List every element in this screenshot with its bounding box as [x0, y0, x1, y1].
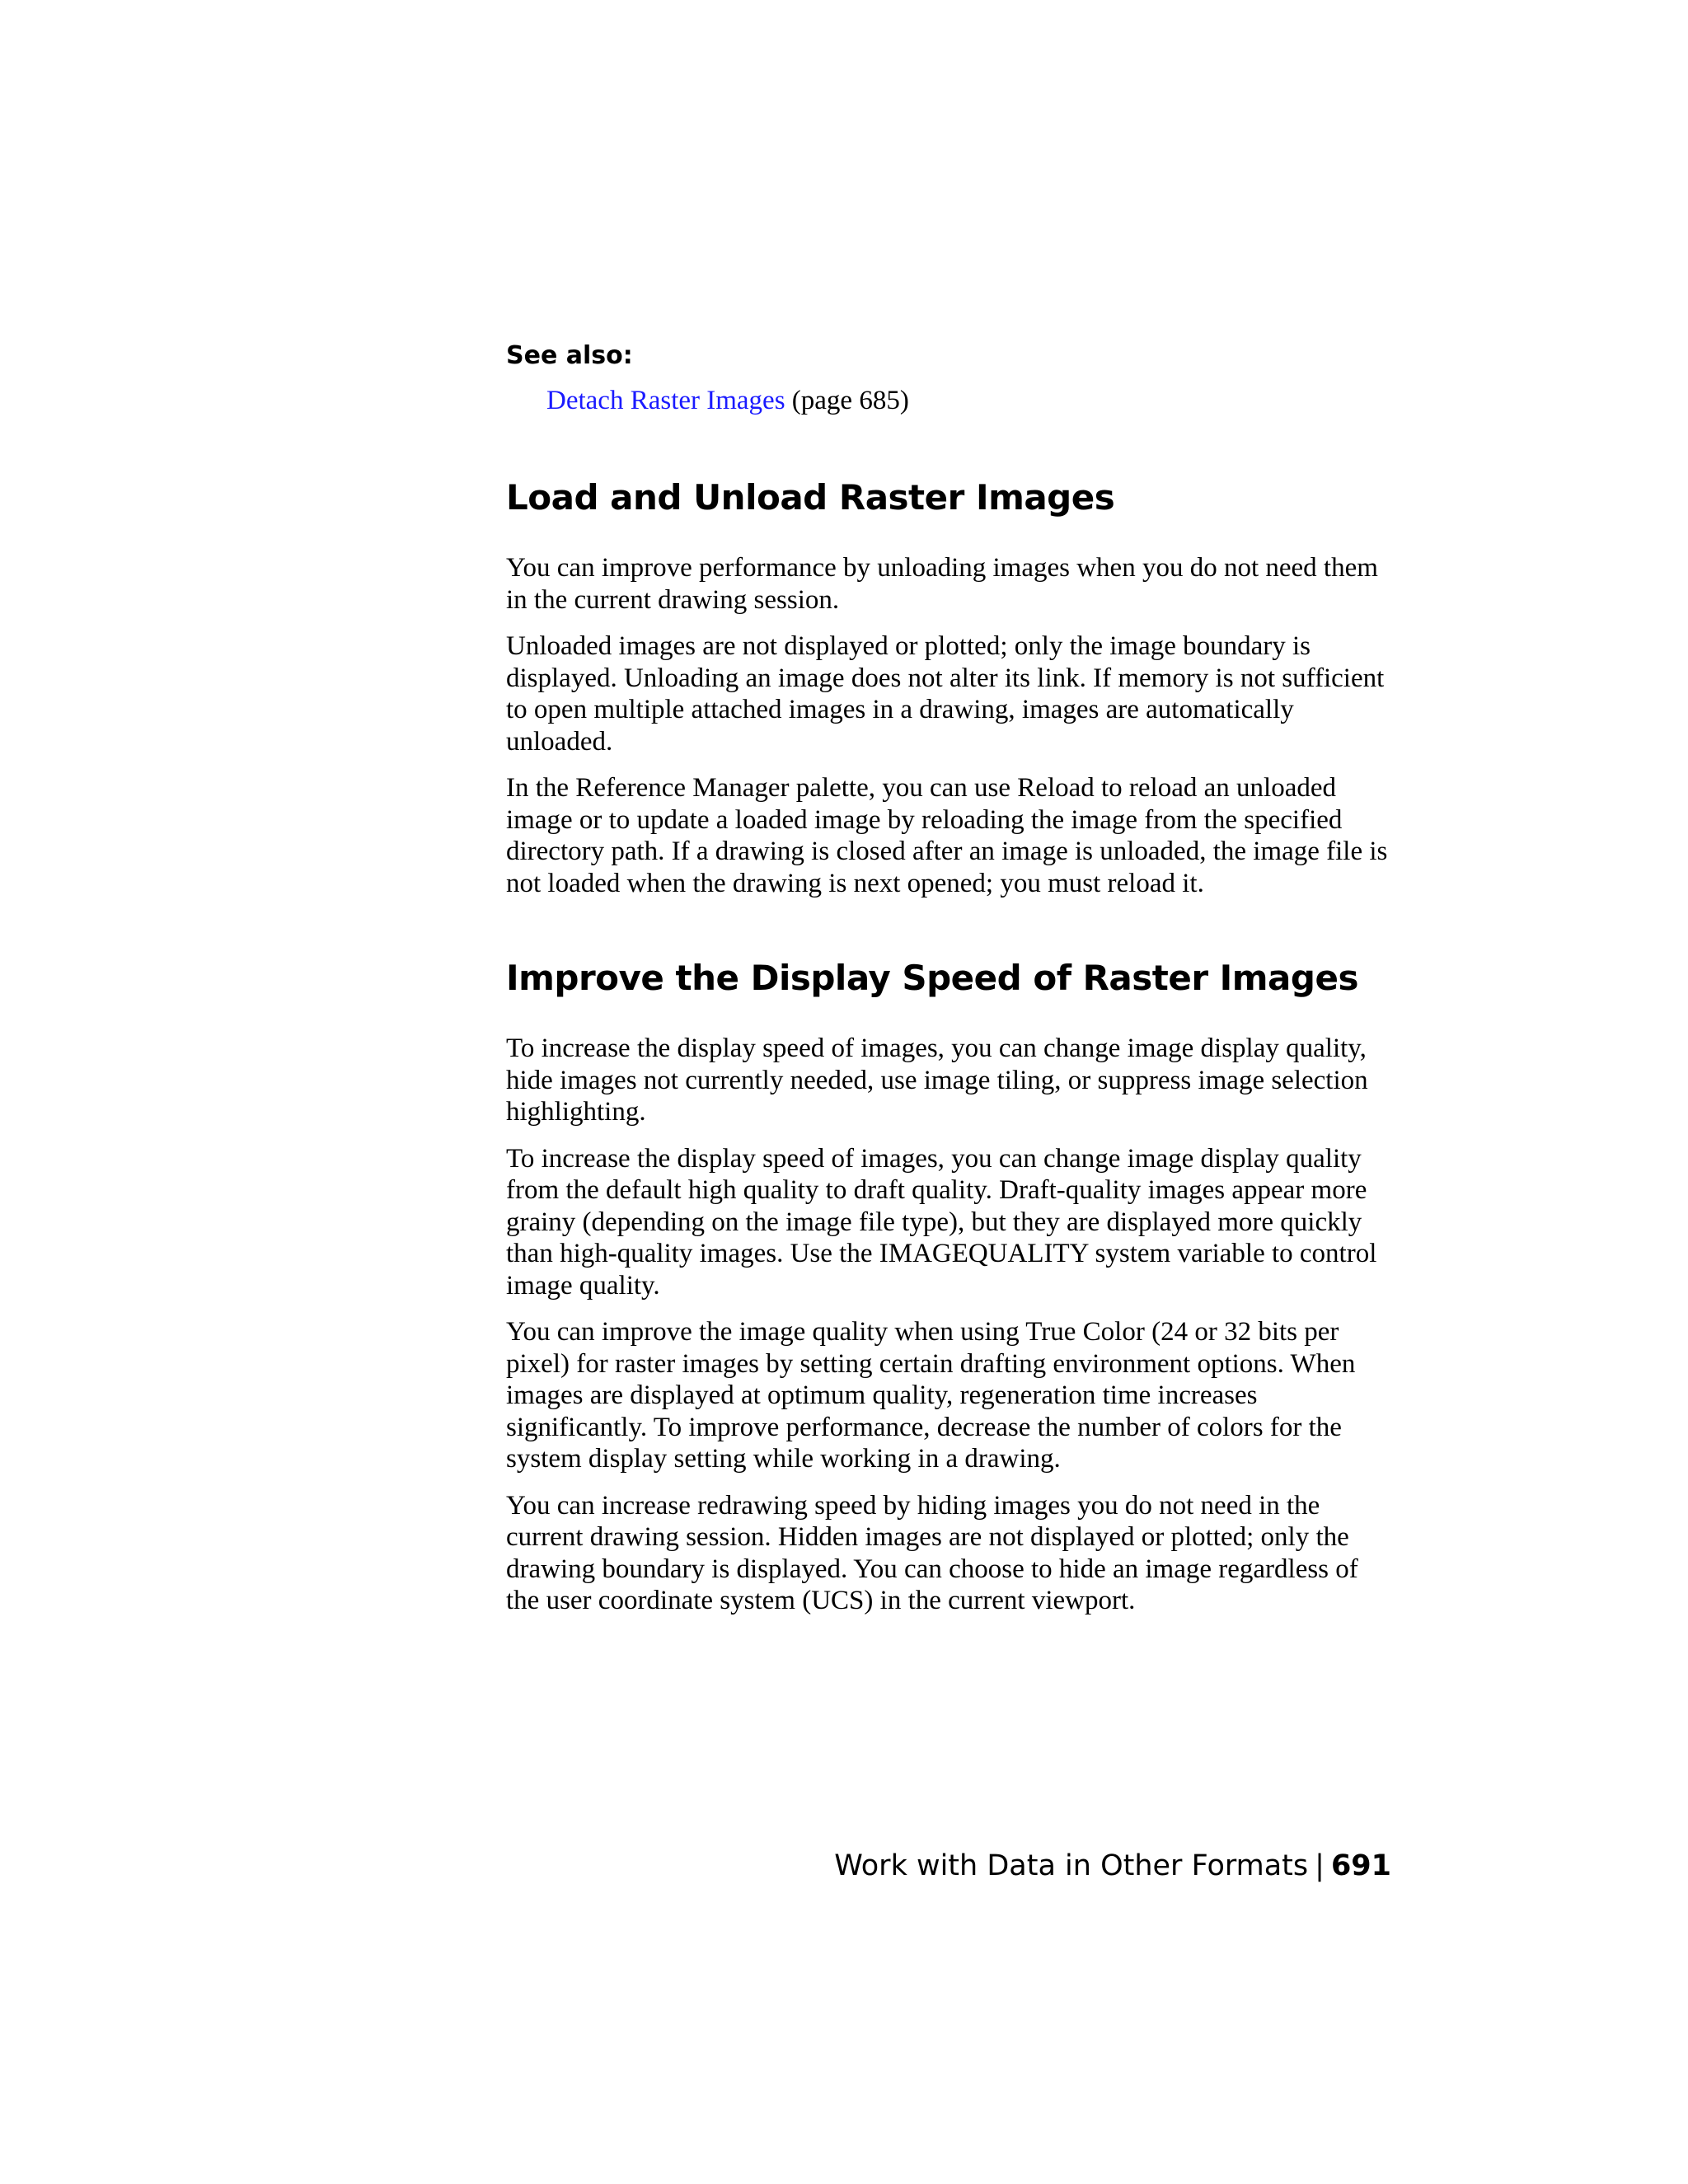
paragraph: Unloaded images are not displayed or plotted; only the image boundary is displayed. Unloading an image does not alter its link. If memory is not sufficient to open multiple attached images in a drawing, images are automatically unloaded.: [506, 631, 1385, 757]
footer-separator: |: [1315, 1849, 1325, 1882]
detach-raster-images-link[interactable]: Detach Raster Images: [546, 386, 785, 415]
paragraph: You can increase redrawing speed by hiding images you do not need in the current drawing session. Hidden images are not displayed or plotted; only the drawing boundary is displayed. You can choose to hide an image regardless of the user coordinate system (UCS) in the current viewport.: [506, 1490, 1358, 1615]
footer-chapter-title: Work with Data in Other Formats: [834, 1849, 1309, 1882]
see-also-block: [506, 340, 1396, 419]
section-body-display-speed: [506, 1033, 1396, 1617]
paragraph: To increase the display speed of images, you can change image display quality, hide images not currently needed, use image tiling, or suppress image selection highlighting.: [506, 1033, 1368, 1127]
footer-page-number: 691: [1330, 1849, 1391, 1882]
page-content: [506, 340, 1396, 1632]
section-heading-load-unload: Load and Unload Raster Images: [506, 477, 1115, 518]
section-heading-display-speed: Improve the Display Speed of Raster Images: [506, 958, 1358, 998]
see-also-label: See also:: [506, 341, 633, 370]
see-also-page-ref: (page 685): [791, 386, 909, 415]
paragraph: To increase the display speed of images, you can change image display quality from the default high quality to draft quality. Draft-quality images appear more grainy (depending on the image file type), but they are displayed more quickly than high-quality images. Use the IMAGEQUALITY system variable to control image quality.: [506, 1143, 1377, 1301]
page-footer: [834, 1848, 1391, 1884]
see-also-entry: [546, 382, 1396, 419]
paragraph: You can improve the image quality when using True Color (24 or 32 bits per pixel) for raster images by setting certain drafting environment options. When images are displayed at optimum quality, regeneration time increases significantly. To improve performance, decrease the number of colors for the system display setting while working in a drawing.: [506, 1317, 1356, 1474]
paragraph: You can improve performance by unloading images when you do not need them in the current drawing session.: [506, 553, 1378, 615]
section-body-load-unload: [506, 552, 1396, 899]
paragraph: In the Reference Manager palette, you can use Reload to reload an unloaded image or to update a loaded image by reloading the image from the specified directory path. If a drawing is closed after an image is unloaded, the image file is not loaded when the drawing is next opened; you must reload it.: [506, 773, 1388, 898]
